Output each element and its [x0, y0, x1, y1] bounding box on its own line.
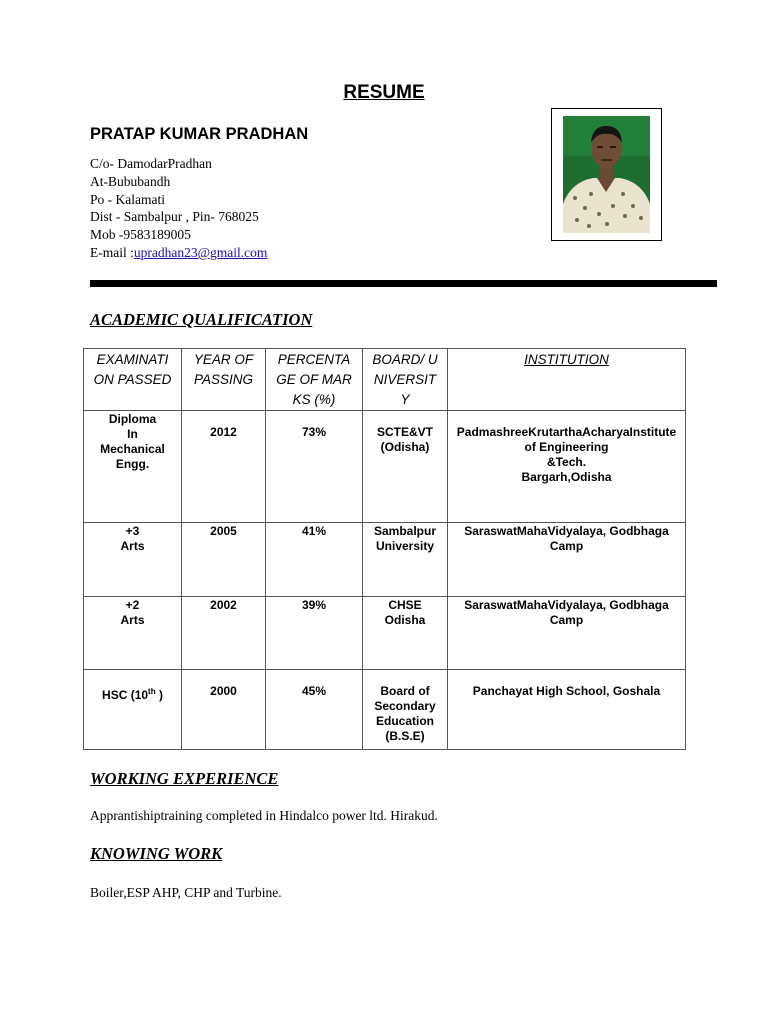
board-line: (Odisha) [380, 440, 430, 454]
board-line: (B.S.E) [385, 729, 425, 743]
institution-line: PadmashreeKrutarthaAcharyaInstitute of Engineering [456, 425, 677, 454]
exam-hsc-end: ) [155, 688, 163, 702]
table-row [84, 597, 686, 670]
academic-section-heading: ACADEMIC QUALIFICATION [90, 310, 313, 329]
exam-line: In [127, 427, 138, 441]
header-percentage [266, 349, 363, 411]
header-institution-text: INSTITUTION [524, 352, 609, 367]
year-cell [182, 670, 266, 750]
institution-cell [448, 597, 686, 670]
board-cell [363, 597, 448, 670]
year-value: 2002 [210, 598, 237, 612]
exam-cell [84, 411, 182, 523]
knowing-section-heading: KNOWING WORK [90, 844, 223, 863]
board-line: Board of [380, 684, 430, 698]
board-line: Sambalpur [373, 524, 436, 538]
email-link[interactable]: upradhan23@gmail.com [133, 244, 268, 260]
email-line [90, 244, 267, 262]
board-line: Secondary [374, 699, 436, 713]
address-po: Po - Kalamati [90, 191, 165, 207]
board-line: Education [375, 714, 434, 728]
qualification-table [83, 348, 686, 750]
exam-line: +3 [125, 524, 140, 538]
year-cell [182, 597, 266, 670]
knowing-work-text: Boiler,ESP AHP, CHP and Turbine. [90, 885, 282, 900]
percentage-value: 73% [301, 425, 327, 439]
table-row [84, 523, 686, 597]
working-section-heading: WORKING EXPERIENCE [90, 769, 279, 788]
year-value: 2000 [210, 684, 237, 698]
email-prefix: E-mail : [90, 244, 134, 260]
percentage-value: 41% [301, 524, 327, 538]
resume-title: RESUME [343, 82, 425, 103]
board-line: SCTE&VT [376, 425, 433, 439]
table-row [84, 670, 686, 750]
exam-line: Diploma [108, 412, 157, 426]
header-board-text: BOARD/ UNIVERSITY [372, 352, 438, 407]
board-cell [363, 411, 448, 523]
care-of: C/o- DamodarPradhan [90, 156, 212, 171]
percentage-cell [266, 523, 363, 597]
institution-line: SaraswatMahaVidyalaya, Godbhaga Camp [464, 524, 669, 553]
exam-cell [84, 523, 182, 597]
working-experience-text: Apprantishiptraining completed in Hindalco power ltd. Hirakud. [90, 808, 438, 823]
exam-hsc-sup: th [148, 687, 156, 696]
photo-frame [551, 108, 662, 241]
institution-line: Bargarh,Odisha [521, 470, 612, 484]
institution-cell [448, 411, 686, 523]
profile-photo [563, 116, 650, 233]
header-percentage-text: PERCENTAGE OF MARKS (%) [276, 352, 352, 407]
institution-cell [448, 670, 686, 750]
exam-line: Arts [120, 613, 145, 627]
exam-line: Arts [120, 539, 145, 553]
board-cell [363, 523, 448, 597]
header-year-text: YEAR OFPASSING [193, 352, 254, 387]
table-header-row [84, 349, 686, 411]
exam-hsc: HSC (10 [102, 688, 149, 702]
percentage-cell [266, 597, 363, 670]
percentage-value: 39% [301, 598, 327, 612]
exam-cell [84, 597, 182, 670]
header-exam-text: EXAMINATION PASSED [93, 352, 172, 387]
institution-line: &Tech. [546, 455, 587, 469]
address-dist: Dist - Sambalpur , Pin- 768025 [90, 209, 259, 225]
percentage-value: 45% [301, 684, 327, 698]
board-line: CHSE [388, 598, 422, 612]
header-year [182, 349, 266, 411]
mobile-number: Mob -9583189005 [90, 227, 191, 243]
divider-rule [90, 280, 717, 287]
exam-line: +2 [125, 598, 140, 612]
header-institution [448, 349, 686, 411]
year-value: 2012 [210, 425, 237, 439]
address-at: At-Bububandh [90, 173, 171, 189]
year-value: 2005 [210, 524, 237, 538]
board-cell [363, 670, 448, 750]
header-board [363, 349, 448, 411]
exam-cell [84, 670, 182, 750]
board-line: University [375, 539, 435, 553]
header-exam [84, 349, 182, 411]
year-cell [182, 411, 266, 523]
profile-photo-image [563, 116, 650, 233]
institution-line: Panchayat High School, Goshala [472, 684, 661, 698]
percentage-cell [266, 411, 363, 523]
candidate-name: PRATAP KUMAR PRADHAN [90, 125, 309, 143]
percentage-cell [266, 670, 363, 750]
institution-line: SaraswatMahaVidyalaya, Godbhaga Camp [464, 598, 669, 627]
exam-line: Mechanical [100, 442, 165, 456]
board-line: Odisha [384, 613, 426, 627]
year-cell [182, 523, 266, 597]
institution-cell [448, 523, 686, 597]
table-row [84, 411, 686, 523]
contact-block [90, 155, 267, 262]
exam-line: Engg. [115, 457, 150, 471]
